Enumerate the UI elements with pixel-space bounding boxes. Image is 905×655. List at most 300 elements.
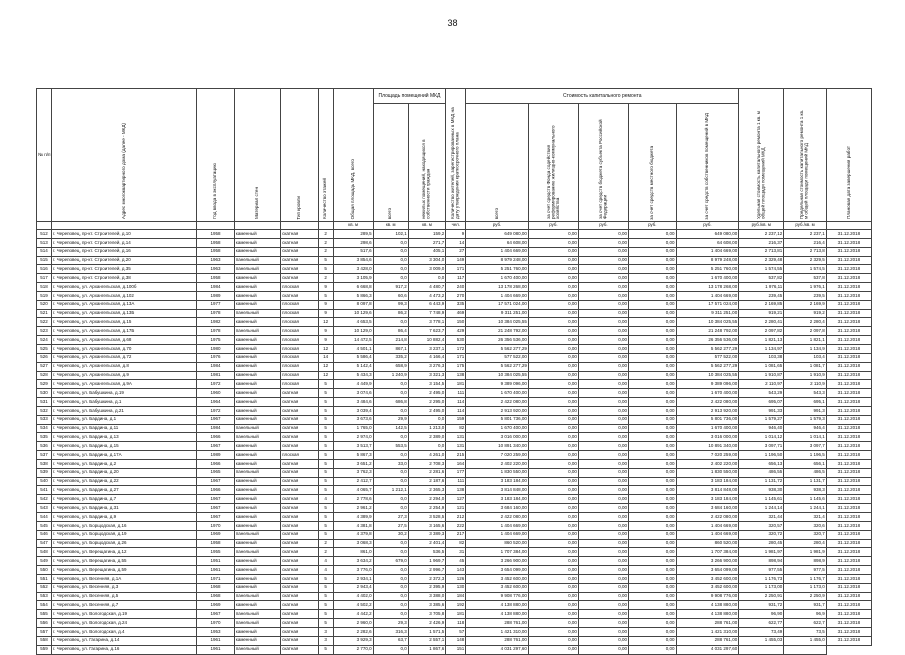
table-cell: 3 654 099,00 — [676, 566, 739, 575]
table-cell: 64 608,00 — [466, 238, 529, 247]
table-cell: 0,00 — [629, 504, 677, 513]
table-cell: 0,00 — [629, 283, 677, 292]
table-cell: 7 020 259,00 — [466, 451, 529, 460]
table-cell: 2 778,6 — [333, 495, 373, 504]
table-cell: 529 — [37, 380, 52, 389]
table-cell: 5 — [318, 592, 333, 601]
table-cell: 2 713,81 — [739, 247, 784, 256]
table-cell: 4 473,2 — [408, 291, 446, 300]
table-cell: г. Череповец, ул. Бардина, д.7 — [52, 495, 197, 504]
table-cell: г. Череповец, пр-кт. Строителей, д.38 — [52, 274, 197, 283]
table-cell: 3 428,0 — [333, 265, 373, 274]
table-cell: 26 356 536,00 — [676, 336, 739, 345]
table-cell: 2 708,3 — [408, 459, 446, 468]
header-address: Адрес многоквартирного дома (далее - МКД) — [52, 89, 197, 222]
table-cell: 577 522,00 — [466, 353, 529, 362]
table-cell: 5 251 760,00 — [466, 265, 529, 274]
table-cell: 1 404 669,00 — [466, 521, 529, 530]
table-cell: 2 996,7 — [408, 566, 446, 575]
table-cell: 4 166,4 — [408, 353, 446, 362]
table-cell: 0,00 — [578, 389, 628, 398]
table-cell: 118 — [446, 619, 466, 628]
table-cell: 0,00 — [578, 398, 628, 407]
table-cell: 0,00 — [528, 442, 578, 451]
table-cell: 9 — [318, 336, 333, 345]
table-cell: 4 261,0 — [408, 451, 446, 460]
table-cell: скатная — [281, 424, 319, 433]
table-cell: 1 131,72 — [739, 477, 784, 486]
table-row — [37, 336, 872, 345]
table-cell: 1972 — [197, 406, 235, 415]
table-row — [37, 424, 872, 433]
table-cell: каменный — [234, 451, 280, 460]
table-cell: 0,00 — [578, 539, 628, 548]
table-cell: 1 421 310,00 — [466, 627, 529, 636]
table-cell: 0,00 — [528, 371, 578, 380]
table-cell: 1 081,7 — [784, 362, 827, 371]
table-cell: 31.12.2018 — [826, 513, 871, 522]
table-cell: 5 — [318, 645, 333, 654]
table-cell: 0,0 — [373, 504, 408, 513]
table-cell: 5 — [318, 265, 333, 274]
table-cell: 3 705,8 — [408, 610, 446, 619]
table-cell: 31.12.2018 — [826, 619, 871, 628]
table-cell: 114 — [446, 398, 466, 407]
table-cell: 520 — [37, 300, 52, 309]
table-cell: 3 304,0 — [408, 256, 446, 265]
table-cell: 0,00 — [629, 389, 677, 398]
table-cell: 543,3 — [784, 389, 827, 398]
table-cell: скатная — [281, 265, 319, 274]
table-cell: каменный — [234, 521, 280, 530]
table-row — [37, 362, 872, 371]
table-cell: 9 — [318, 300, 333, 309]
table-row — [37, 442, 872, 451]
table-cell: 2 422 080,00 — [676, 398, 739, 407]
table-cell: 515 — [37, 256, 52, 265]
table-cell: 553 — [37, 592, 52, 601]
table-cell: 9 — [318, 327, 333, 336]
table-cell: 514 — [37, 247, 52, 256]
table-cell: 1976 — [197, 353, 235, 362]
table-cell: 532 — [37, 406, 52, 415]
table-cell: 6 668,8 — [333, 283, 373, 292]
table-cell: 320,57 — [739, 521, 784, 530]
table-cell: 12 — [318, 362, 333, 371]
table-cell: 31.12.2018 — [826, 451, 871, 460]
table-cell — [739, 645, 784, 654]
table-cell: 0,00 — [528, 389, 578, 398]
table-cell: 0,00 — [528, 566, 578, 575]
table-cell: 5 — [318, 424, 333, 433]
table-cell: 10 129,0 — [333, 327, 373, 336]
table-cell: панельный — [234, 424, 280, 433]
table-cell: 316,3 — [373, 627, 408, 636]
table-cell: плоская — [281, 300, 319, 309]
table-cell: каменный — [234, 300, 280, 309]
table-cell: 0,00 — [578, 336, 628, 345]
table-cell: 0,0 — [373, 610, 408, 619]
table-cell: 860 520,00 — [676, 539, 739, 548]
table-cell: 1966 — [197, 433, 235, 442]
table-cell: скатная — [281, 433, 319, 442]
table-cell: 130 — [446, 583, 466, 592]
table-cell: 14 472,5 — [333, 336, 373, 345]
table-cell: 649 080,00 — [676, 230, 739, 239]
table-row — [37, 601, 872, 610]
table-cell: 2 237,12 — [739, 230, 784, 239]
table-cell: 335,2 — [373, 353, 408, 362]
table-cell: 31.12.2018 — [826, 486, 871, 495]
table-cell: 0,00 — [629, 344, 677, 353]
table-cell: 931,7 — [784, 601, 827, 610]
table-cell: 5 — [318, 619, 333, 628]
table-cell: 3 929,3 — [333, 636, 373, 645]
table-cell: 126 — [446, 574, 466, 583]
table-cell: 547 — [37, 539, 52, 548]
table-cell: 1951 — [197, 557, 235, 566]
table-cell: 5 801 736,00 — [466, 415, 529, 424]
table-cell: 0,00 — [629, 566, 677, 575]
table-cell: 1 421 310,00 — [676, 627, 739, 636]
table-cell: 5 — [318, 442, 333, 451]
table-cell: 289,5 — [333, 230, 373, 239]
table-cell: 0,00 — [578, 309, 628, 318]
table-cell: 1975 — [197, 336, 235, 345]
table-cell: плоская — [281, 371, 319, 380]
table-cell: 3 154,5 — [408, 380, 446, 389]
table-cell: 539 — [37, 468, 52, 477]
table-cell: 142,5 — [373, 424, 408, 433]
table-cell: 4 031 297,60 — [676, 645, 739, 654]
table-cell: 525 — [37, 344, 52, 353]
table-cell: 31.12.2018 — [826, 274, 871, 283]
table-cell: 548 — [37, 548, 52, 557]
table-row — [37, 344, 872, 353]
table-cell: 31.12.2018 — [826, 336, 871, 345]
table-cell: 2 — [318, 548, 333, 557]
unit-cell: руб. — [676, 222, 739, 230]
table-cell: 5 867,3 — [333, 451, 373, 460]
header-wall: Материал стен — [234, 89, 280, 222]
table-cell: г. Череповец, ул. Борщодская, д.16 — [52, 521, 197, 530]
header-unit-cost: Удельная стоимость капитального ремонта 1 кв. м общей площади помещений МКД — [739, 89, 784, 222]
table-row — [37, 274, 872, 283]
table-cell: 0,00 — [528, 583, 578, 592]
table-cell: 0,00 — [578, 424, 628, 433]
table-cell: 0,0 — [373, 274, 408, 283]
table-cell: 0,00 — [629, 627, 677, 636]
table-cell: 0,0 — [373, 256, 408, 265]
table-cell: 31.12.2018 — [826, 459, 871, 468]
table-cell: 216,37 — [739, 238, 784, 247]
table-cell: 549 — [37, 557, 52, 566]
table-cell: 486,5 — [784, 468, 827, 477]
table-cell: 0,0 — [373, 451, 408, 460]
unit-cell: кв. м — [408, 222, 446, 230]
table-cell: 31.12.2018 — [826, 592, 871, 601]
table-cell: 5 — [318, 521, 333, 530]
table-cell: каменный — [234, 566, 280, 575]
table-cell: 1965 — [197, 468, 235, 477]
table-cell: 526 — [37, 353, 52, 362]
table-cell: 0,00 — [578, 486, 628, 495]
table-cell: 138 — [446, 371, 466, 380]
table-cell: 1968 — [197, 583, 235, 592]
table-cell: 2 280,41 — [739, 318, 784, 327]
table-cell: 649 080,00 — [466, 230, 529, 239]
table-cell: 898,94 — [739, 557, 784, 566]
table-row — [37, 530, 872, 539]
table-cell: 8 979 248,00 — [466, 256, 529, 265]
table-cell: 27,3 — [373, 513, 408, 522]
table-cell: 1 196,50 — [739, 451, 784, 460]
table-cell: 0,00 — [578, 362, 628, 371]
table-cell: плоская — [281, 380, 319, 389]
table-cell: 1 579,3 — [784, 415, 827, 424]
table-cell: 1 196,5 — [784, 451, 827, 460]
table-cell: 1980 — [197, 344, 235, 353]
table-cell: 149 — [446, 256, 466, 265]
table-cell: 1 173,00 — [739, 583, 784, 592]
table-cell: 1967 — [197, 610, 235, 619]
table-cell: г. Череповец, пр-кт. Строителей, д.35 — [52, 265, 197, 274]
table-cell: 0,00 — [528, 433, 578, 442]
table-cell: г. Череповец, ул. Архангельская, д.9 — [52, 371, 197, 380]
table-cell: 5 562 277,29 — [466, 344, 529, 353]
table-row — [37, 486, 872, 495]
table-cell: 0,00 — [629, 230, 677, 239]
table-cell: 542 — [37, 495, 52, 504]
table-cell: 14 — [318, 353, 333, 362]
table-cell: 2 097,8 — [784, 327, 827, 336]
table-cell: 3 097,71 — [739, 442, 784, 451]
table-cell: 31.12.2018 — [826, 318, 871, 327]
table-cell: 31.12.2018 — [826, 627, 871, 636]
table-cell: 917,2 — [373, 283, 408, 292]
table-row — [37, 309, 872, 318]
table-cell: г. Череповец, ул. Бардина, д.13 — [52, 433, 197, 442]
table-cell: 3 016 000,00 — [466, 433, 529, 442]
header-row-group — [37, 89, 872, 104]
table-cell: 695,1 — [784, 398, 827, 407]
table-cell: 0,00 — [629, 451, 677, 460]
table-cell: г. Череповец, ул. Верещагина, д.59 — [52, 566, 197, 575]
table-cell: г. Череповец, ул. Борщодская, д.26 — [52, 539, 197, 548]
unit-cell: чел. — [446, 222, 466, 230]
table-cell: 0,00 — [528, 574, 578, 583]
table-cell: 0,00 — [578, 238, 628, 247]
table-cell: 0,0 — [373, 574, 408, 583]
table-cell: 0,00 — [629, 513, 677, 522]
table-cell: 31.12.2018 — [826, 371, 871, 380]
table-cell: 1967 — [197, 504, 235, 513]
table-cell: г. Череповец, ул. Бардина, д.9 — [52, 513, 197, 522]
table-cell: 0,00 — [528, 380, 578, 389]
table-cell: 4 402,0 — [333, 592, 373, 601]
table-cell: 0,00 — [528, 406, 578, 415]
table-cell: 2 — [318, 230, 333, 239]
table-cell: 0,00 — [578, 344, 628, 353]
table-cell: скатная — [281, 636, 319, 645]
table-cell: 0,00 — [578, 566, 628, 575]
table-cell: скатная — [281, 619, 319, 628]
table-cell: 222 — [446, 521, 466, 530]
table-row — [37, 327, 872, 336]
table-cell: 0,00 — [528, 265, 578, 274]
table-cell: 21 248 792,00 — [676, 327, 739, 336]
table-cell: 31.12.2018 — [826, 521, 871, 530]
table-cell: 3 673,6 — [333, 415, 373, 424]
table-cell: 2 329,5 — [784, 256, 827, 265]
table-cell: 0,00 — [629, 424, 677, 433]
table-cell: 5 562 277,29 — [676, 362, 739, 371]
table-cell: 31.12.2018 — [826, 415, 871, 424]
table-cell: 1 969,7 — [408, 557, 446, 566]
table-cell: панельный — [234, 619, 280, 628]
table-cell: 159,2 — [408, 230, 446, 239]
table-cell: 3 009,0 — [408, 265, 446, 274]
table-cell: г. Череповец, пр-кт. Строителей, д.10 — [52, 230, 197, 239]
table-cell: 534 — [37, 424, 52, 433]
table-cell: 1966 — [197, 459, 235, 468]
table-cell: 10 882,4 — [408, 336, 446, 345]
table-cell: 31.12.2018 — [826, 557, 871, 566]
table-cell: 0,00 — [528, 592, 578, 601]
table-cell: скатная — [281, 459, 319, 468]
table-cell: 31.12.2018 — [826, 300, 871, 309]
table-cell: 0,00 — [629, 521, 677, 530]
table-cell: 5 — [318, 406, 333, 415]
table-cell: 919,21 — [739, 309, 784, 318]
table-cell: 0,00 — [528, 256, 578, 265]
table-cell: 1 404 669,00 — [676, 521, 739, 530]
table-row — [37, 645, 872, 654]
table-cell: 3 321,3 — [408, 371, 446, 380]
table-row — [37, 353, 872, 362]
table-cell: 31.12.2018 — [826, 398, 871, 407]
table-cell: 1 404 669,00 — [466, 291, 529, 300]
table-cell: 31.12.2018 — [826, 291, 871, 300]
table-cell: 0,00 — [629, 398, 677, 407]
table-cell: каменный — [234, 513, 280, 522]
table-cell: 0,00 — [528, 318, 578, 327]
table-cell: 0,00 — [528, 424, 578, 433]
table-cell: 4 138 880,00 — [466, 610, 529, 619]
table-cell: скатная — [281, 513, 319, 522]
table-cell: плоская — [281, 318, 319, 327]
table-cell: 7 748,9 — [408, 309, 446, 318]
table-cell: 27,5 — [373, 521, 408, 530]
table-cell: 519 — [37, 291, 52, 300]
table-cell: скатная — [281, 645, 319, 654]
table-cell: 1 670 400,00 — [466, 424, 529, 433]
table-cell: 10 129,6 — [333, 309, 373, 318]
table-cell: 0,00 — [629, 645, 677, 654]
table-row — [37, 539, 872, 548]
table-cell: 3 452 600,00 — [466, 574, 529, 583]
table-cell: 82 — [446, 539, 466, 548]
table-cell: 0,0 — [373, 468, 408, 477]
table-cell: 524 — [37, 336, 52, 345]
table-cell: 1 765,0 — [333, 424, 373, 433]
table-cell: 31.12.2018 — [826, 530, 871, 539]
table-cell: плоская — [281, 327, 319, 336]
table-cell: 4 138 880,00 — [676, 601, 739, 610]
table-cell: 0,00 — [528, 309, 578, 318]
table-cell: 577 522,00 — [676, 353, 739, 362]
table-cell: 0,00 — [629, 256, 677, 265]
table-cell — [784, 645, 827, 654]
table-cell: 114 — [446, 406, 466, 415]
table-cell: 0,00 — [528, 513, 578, 522]
table-cell: 321,4 — [784, 513, 827, 522]
table-cell: 3 097,7 — [784, 442, 827, 451]
table-cell: 0,00 — [629, 557, 677, 566]
table-cell: 0,00 — [629, 309, 677, 318]
table-cell: 0,0 — [373, 566, 408, 575]
table-cell: 1972 — [197, 380, 235, 389]
table-cell: г. Череповец, ул. Весенняя, д.5 — [52, 592, 197, 601]
table-cell: 31.12.2018 — [826, 389, 871, 398]
table-cell: 0,0 — [373, 238, 408, 247]
table-cell: 0,00 — [528, 230, 578, 239]
table-cell: 0,00 — [578, 619, 628, 628]
table-cell: 0,00 — [629, 548, 677, 557]
table-cell: г. Череповец, пр-кт. Строителей, д.20 — [52, 256, 197, 265]
table-cell: 13 178 268,00 — [676, 283, 739, 292]
table-cell: 4 — [318, 566, 333, 575]
table-cell: 516 — [37, 265, 52, 274]
table-cell: 1969 — [197, 530, 235, 539]
table-cell: 861,0 — [333, 548, 373, 557]
table-cell: 0,0 — [373, 389, 408, 398]
table-cell: 0,00 — [629, 583, 677, 592]
table-cell: 7 020 259,00 — [676, 451, 739, 460]
table-cell: 280,45 — [739, 539, 784, 548]
table-row — [37, 459, 872, 468]
table-cell: 5 251 760,00 — [676, 265, 739, 274]
table-cell: 1967 — [197, 495, 235, 504]
table-cell: 1 981,97 — [739, 548, 784, 557]
table-cell: 217 — [446, 530, 466, 539]
table-cell: каменный — [234, 486, 280, 495]
table-cell: 0,00 — [629, 327, 677, 336]
table-cell: каменный — [234, 539, 280, 548]
table-cell: 103,4 — [784, 353, 827, 362]
table-cell: 2 960,0 — [333, 619, 373, 628]
table-cell: 2 365,3 — [408, 486, 446, 495]
table-cell: 1 176,7 — [784, 574, 827, 583]
table-cell: г. Череповец, ул. Архангельская, д.17Б — [52, 327, 197, 336]
table-cell: 0,00 — [528, 468, 578, 477]
table-cell: 1 574,5 — [784, 265, 827, 274]
table-cell: 622,7 — [784, 619, 827, 628]
table-row — [37, 566, 872, 575]
table-cell: скатная — [281, 548, 319, 557]
table-cell: 31.12.2018 — [826, 495, 871, 504]
table-cell: 0,00 — [528, 539, 578, 548]
table-cell: 26 356 536,00 — [466, 336, 529, 345]
table-cell: 543 — [37, 504, 52, 513]
table-cell: 239,45 — [739, 291, 784, 300]
table-cell: скатная — [281, 230, 319, 239]
table-cell: г. Череповец, ул. Бабушкина, д.21 — [52, 406, 197, 415]
table-cell: 3 654 099,00 — [466, 566, 529, 575]
table-cell: каменный — [234, 283, 280, 292]
table-cell: 2 422 080,00 — [676, 513, 739, 522]
table-cell: 6 443,9 — [408, 300, 446, 309]
